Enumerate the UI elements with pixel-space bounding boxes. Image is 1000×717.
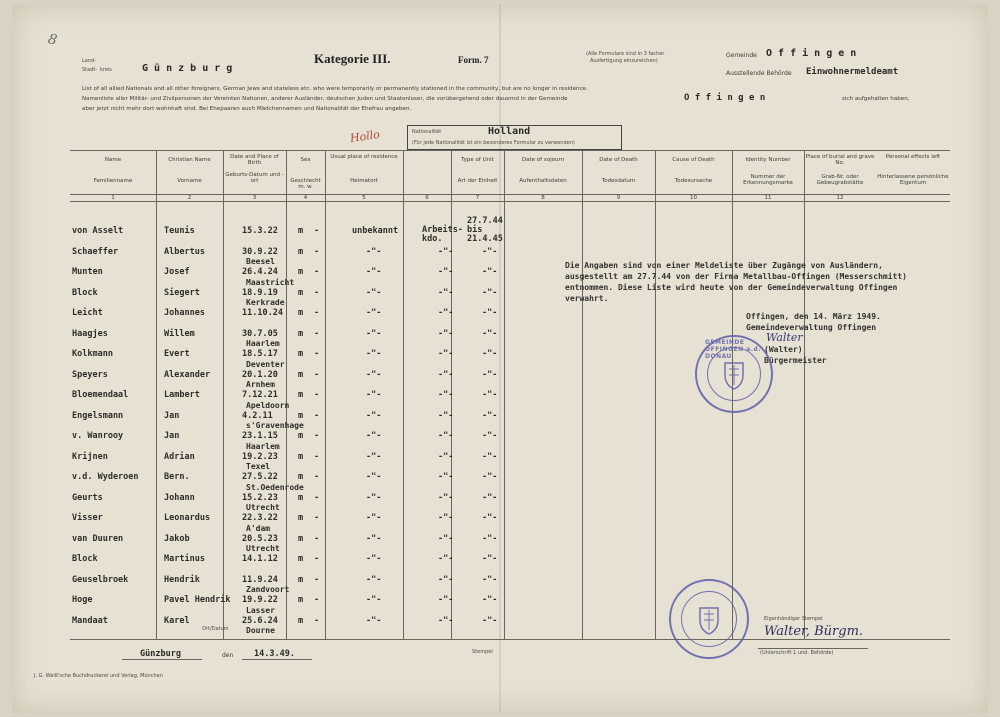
cell-name: Block	[72, 287, 98, 298]
cell-birth: 19.9.22	[242, 595, 278, 605]
col-line	[582, 150, 583, 639]
cell-residence: unbekannt	[352, 226, 399, 236]
table-row	[12, 544, 572, 574]
cell-sex: m	[298, 226, 304, 236]
cell-sojourn: -"-	[482, 328, 498, 339]
cell-residence: -"-	[366, 595, 382, 605]
cell-unit: -"-	[438, 349, 454, 359]
table-number-bottom	[70, 201, 950, 202]
cell-first: Jan	[164, 410, 180, 421]
cell-name: Mandaat	[72, 615, 108, 626]
cell-unit: -"-	[438, 533, 454, 544]
col-number: 11	[764, 195, 772, 201]
cell-birthplace: Zandvoort	[246, 585, 290, 594]
cell-birth: 20.5.23	[242, 533, 278, 544]
col-header-en: Identity Number	[745, 157, 791, 163]
stamp-crest-icon	[671, 581, 747, 657]
cell-birth: 27.5.22	[242, 472, 278, 482]
nationality-value: Holland	[488, 126, 531, 137]
intro-english: List of all allied Nationals and all other foreigners, German Jews and stateless etc. who were temporarily or permanently stationed in the community, but are no longer in residence.	[82, 86, 588, 92]
cell-birth: 20.1.20	[242, 369, 278, 380]
cell-dash: -	[314, 410, 320, 421]
cell-residence: -"-	[366, 574, 382, 585]
cell-name: von Asselt	[72, 226, 124, 236]
cell-sex: m	[298, 513, 304, 523]
cell-name: Munten	[72, 267, 103, 277]
office-name: Gemeindeverwaltung Offingen	[746, 323, 877, 332]
cell-name: Visser	[72, 513, 103, 523]
cell-birthplace: Lasser	[246, 605, 275, 615]
cell-birthplace: St.Oedenrode	[246, 482, 304, 492]
cell-dash: -	[314, 226, 320, 236]
table-row	[12, 523, 572, 554]
cell-birthplace: Apeldoorn	[246, 400, 290, 410]
cell-first: Alexander	[164, 369, 211, 380]
kreis-value: G ü n z b u r g	[142, 63, 233, 74]
cell-residence: -"-	[366, 349, 382, 359]
table-row	[12, 277, 572, 308]
col-number: 3	[252, 195, 257, 201]
col-number: 12	[836, 195, 844, 201]
col-header-en: Name	[104, 157, 122, 163]
cell-first: Josef	[164, 267, 190, 277]
cell-dash: -	[314, 472, 320, 482]
cell-name: van Duuren	[72, 533, 124, 544]
col-header-de: Grab-Nr. oder Gebeugrabstätte	[816, 174, 864, 186]
cell-residence: -"-	[366, 267, 382, 277]
cell-first: Adrian	[164, 451, 195, 462]
intro-german-3: aber jetzt nicht mehr dort wohnhaft sind. Bei Ehepaaren auch Mädchennamen und Nationalität der Ehefrau angeben.	[82, 106, 412, 112]
table-row	[12, 585, 572, 615]
cell-dash: -	[314, 349, 320, 359]
cell-dash: -	[314, 513, 320, 523]
gemeinde-label: Gemeinde	[726, 52, 757, 59]
cell-unit: -"-	[438, 513, 454, 523]
cell-sojourn: -"-	[482, 267, 498, 277]
page-title: Kategorie III.	[314, 51, 391, 66]
cell-dash: -	[314, 267, 320, 277]
cell-name: Schaeffer	[72, 246, 119, 257]
footer-sig-label-2: (Unterschrift 1 und. Behörde)	[760, 650, 834, 656]
cell-birthplace: Deventer	[246, 359, 285, 369]
cell-sojourn: -"-	[482, 472, 498, 482]
cell-birthplace: A'dam	[246, 523, 271, 533]
cell-residence: -"-	[366, 472, 382, 482]
cell-unit: -"-	[438, 369, 454, 380]
cell-sojourn: -"-	[482, 246, 498, 257]
cell-unit: -"-	[438, 554, 454, 564]
cell-residence: -"-	[366, 492, 382, 503]
cell-sex: m	[298, 574, 304, 585]
red-pencil-note: Hollo	[349, 127, 381, 146]
col-number: 1	[111, 195, 115, 201]
col-header-en: Place of burial and grave No.	[805, 154, 875, 166]
col-header-de: Todesursache	[674, 178, 713, 184]
cell-sojourn: -"-	[482, 431, 498, 441]
col-header-de: Art der Einheit	[457, 178, 498, 184]
behoerde-value: Einwohnermeldeamt	[806, 67, 899, 77]
cell-first: Hendrik	[164, 574, 200, 585]
cell-unit: Arbeits-kdo.	[422, 225, 463, 244]
printer-imprint: J. G. Weiß'sche Buchdruckerei und Verlag, München	[34, 673, 163, 679]
cell-dash: -	[314, 554, 320, 564]
col-number: 4	[303, 195, 308, 201]
cell-unit: -"-	[438, 287, 454, 298]
cell-sex: m	[298, 533, 304, 544]
cell-birth: 30.7.05	[242, 328, 278, 339]
cell-unit: -"-	[438, 390, 454, 400]
cell-birthplace: Maastricht	[246, 277, 295, 287]
cell-dash: -	[314, 287, 320, 298]
cell-unit: -"-	[438, 595, 454, 605]
table-top-line	[70, 150, 950, 151]
table-row	[12, 298, 572, 328]
cell-birth: 15.3.22	[242, 226, 278, 236]
form-note-1: (Alle Formulare sind in 3 facher	[586, 51, 665, 57]
intro-german-place: O f f i n g e n	[684, 93, 766, 103]
col-header-de: Hinterlassene persönliche Eigentum	[877, 174, 949, 186]
cell-first: Johann	[164, 492, 195, 503]
cell-birth: 7.12.21	[242, 390, 278, 400]
stadt-label: Stadt-	[82, 67, 98, 73]
cell-birthplace: Kerkrade	[246, 298, 285, 307]
cell-dash: -	[314, 451, 320, 462]
col-header-de: Heimatort	[350, 178, 378, 184]
cell-residence: -"-	[366, 554, 382, 564]
col-number: 8	[541, 195, 545, 201]
intro-german-1: Namenliste aller Militär- und Zivilpersonen der Vereinten Nationen, anderer Ausländer, deutschen Juden und Staatenloser, die vorübergehend oder dauernd in der Gemeinde	[82, 96, 568, 102]
cell-unit: -"-	[438, 615, 454, 626]
footer-place: Günzburg	[140, 649, 181, 659]
cell-residence: -"-	[366, 431, 382, 441]
table-row	[12, 441, 572, 472]
form-number: Form. 7	[458, 55, 489, 65]
cell-name: Engelsmann	[72, 410, 124, 421]
table-row	[12, 329, 572, 349]
cell-residence: -"-	[366, 369, 382, 380]
cell-first: Teunis	[164, 226, 195, 236]
cell-name: Krijnen	[72, 451, 108, 462]
cell-name: Speyers	[72, 369, 108, 380]
cell-name: Haagjes	[72, 328, 108, 339]
municipal-stamp-2	[669, 579, 749, 659]
cell-birth: 11.10.24	[242, 308, 283, 318]
footer-ort-label: Ort/Datum	[202, 626, 229, 632]
col-header-en: Christian Name	[168, 157, 211, 163]
cell-sojourn: -"-	[482, 492, 498, 503]
cell-first: Jan	[164, 431, 180, 441]
cell-first: Albertus	[164, 246, 205, 257]
cell-sojourn: -"-	[482, 390, 498, 400]
cell-sex: m	[298, 451, 304, 462]
cell-name: Block	[72, 554, 98, 564]
cell-unit: -"-	[438, 451, 454, 462]
cell-sojourn: -"-	[482, 533, 498, 544]
signer-name: (Walter)	[764, 345, 803, 354]
footer-place-line	[122, 659, 202, 660]
cell-first: Jakob	[164, 533, 190, 544]
table-row	[12, 421, 572, 451]
cell-sojourn: -"-	[482, 308, 498, 318]
col-number: 5	[362, 195, 366, 201]
nationality-note: (Für jede Nationalität ist ein besonderes Formular zu verwenden)	[412, 140, 575, 146]
cell-sojourn: -"-	[482, 574, 498, 585]
cell-sex: m	[298, 410, 304, 421]
cell-unit: -"-	[438, 410, 454, 421]
footer-stempel-label: Stempel	[472, 649, 493, 655]
cell-sojourn: -"-	[482, 287, 498, 298]
cell-birth: 14.1.12	[242, 554, 278, 564]
cell-dash: -	[314, 533, 320, 544]
gemeinde-value: O f f i n g e n	[766, 48, 857, 59]
col-header-en: Personal effects left	[885, 154, 941, 160]
footer-den: den	[222, 652, 234, 659]
table-row	[12, 575, 572, 595]
cell-sex: m	[298, 554, 304, 564]
cell-unit: -"-	[438, 246, 454, 257]
cell-birth: 25.6.24	[242, 615, 278, 626]
cell-sex: m	[298, 287, 304, 298]
cell-name: Bloemendaal	[72, 390, 129, 400]
form-note-2: Ausfertigung einzureichen)	[590, 58, 658, 64]
cell-sojourn: -"-	[482, 349, 498, 359]
cell-birth: 23.1.15	[242, 431, 278, 441]
cell-birthplace: Texel	[246, 462, 271, 471]
cell-birthplace: Haarlem	[246, 339, 280, 348]
col-header-en: Date of Death	[599, 157, 638, 163]
footer-sig-label-1: Eigenhändiger Stempel	[764, 616, 823, 622]
cell-first: Leonardus	[164, 513, 211, 523]
stamp-text: GEMEINDE OFFINGEN a.d. DONAU	[705, 339, 762, 360]
cell-first: Pavel Hendrik	[164, 595, 231, 605]
cell-first: Lambert	[164, 390, 200, 400]
cell-residence: -"-	[366, 308, 382, 318]
cell-dash: -	[314, 246, 320, 257]
col-header-de: Geburts-Datum und -ort	[225, 172, 284, 184]
cell-name: Hoge	[72, 595, 93, 605]
cell-unit: -"-	[438, 267, 454, 277]
col-header-en: Usual place of residence	[330, 154, 398, 160]
cell-residence: -"-	[366, 328, 382, 339]
nationality-box	[407, 125, 622, 150]
cell-unit: -"-	[438, 328, 454, 339]
col-header-de: Familienname	[93, 178, 133, 184]
cell-first: Johannes	[164, 308, 205, 318]
cell-birth: 15.2.23	[242, 492, 278, 503]
cell-sex: m	[298, 349, 304, 359]
cell-sex: m	[298, 615, 304, 626]
cell-residence: -"-	[366, 246, 382, 257]
land-label: Land-	[82, 58, 96, 64]
cell-sex: m	[298, 267, 304, 277]
col-number: 10	[690, 195, 697, 201]
cell-dash: -	[314, 431, 320, 441]
cell-dash: -	[314, 574, 320, 585]
table-row	[12, 247, 572, 267]
cell-sex: m	[298, 328, 304, 339]
col-header-de: Vorname	[177, 178, 202, 184]
explanatory-note: Die Angaben sind von einer Meldeliste über Zugänge von Ausländern, ausgestellt am 27.7.44 von der Firma Metallbau-Offingen (Messerschmitt) entnommen. Diese Liste wird heute von der Gemeindeverwaltung Offingen verwahrt.	[565, 261, 907, 303]
cell-birth: 11.9.24	[242, 574, 278, 585]
cell-residence: -"-	[366, 615, 382, 626]
col-header-de: Aufenthaltsdaten	[519, 178, 567, 184]
cell-birthplace: Haarlem	[246, 441, 280, 451]
cell-sojourn: -"-	[482, 410, 498, 421]
pencil-mark: 8	[46, 31, 59, 49]
col-number: 7	[475, 195, 480, 201]
behoerde-label: Ausstellende Behörde	[726, 70, 792, 77]
col-header-en: Sex	[300, 157, 311, 163]
kreis-label: kreis	[100, 67, 112, 73]
cell-residence: -"-	[366, 410, 382, 421]
cell-sojourn: -"-	[482, 554, 498, 564]
col-line	[804, 150, 805, 639]
cell-birthplace: Arnhem	[246, 380, 275, 389]
col-header-de: Todesdatum	[601, 178, 636, 184]
cell-first: Bern.	[164, 472, 190, 482]
cell-sex: m	[298, 595, 304, 605]
cell-dash: -	[314, 308, 320, 318]
cell-birthplace: Utrecht	[246, 503, 280, 512]
cell-sojourn: -"-	[482, 451, 498, 462]
col-line	[655, 150, 656, 639]
cell-unit: -"-	[438, 472, 454, 482]
cell-residence: -"-	[366, 287, 382, 298]
cell-birthplace: Utrecht	[246, 544, 280, 553]
table-row	[12, 216, 572, 246]
signer-title: Bürgermeister	[764, 356, 827, 365]
cell-birth: 4.2.11	[242, 410, 273, 421]
table-row	[12, 503, 572, 533]
cell-unit: -"-	[438, 492, 454, 503]
footer-date: 14.3.49.	[254, 649, 295, 659]
municipal-stamp	[695, 335, 773, 413]
col-header-en: Date and Place of Birth	[230, 154, 279, 166]
cell-sex: m	[298, 246, 304, 257]
cell-dash: -	[314, 615, 320, 626]
cell-residence: -"-	[366, 451, 382, 462]
cell-first: Willem	[164, 328, 195, 339]
cell-dash: -	[314, 390, 320, 400]
cell-first: Siegert	[164, 287, 200, 298]
cell-sojourn: -"-	[482, 369, 498, 380]
cell-sex: m	[298, 431, 304, 441]
col-header-de: Geschlecht m. w.	[290, 178, 321, 190]
cell-residence: -"-	[366, 513, 382, 523]
cell-birth: 26.4.24	[242, 267, 278, 277]
cell-dash: -	[314, 369, 320, 380]
cell-name: v.d. Wyderoen	[72, 472, 139, 482]
footer-sig-line	[758, 648, 868, 649]
table-row	[12, 339, 572, 369]
cell-sex: m	[298, 308, 304, 318]
col-number: 2	[187, 195, 192, 201]
table-row	[12, 605, 572, 636]
cell-birth: 22.3.22	[242, 513, 278, 523]
cell-dash: -	[314, 595, 320, 605]
col-number: 9	[616, 195, 621, 201]
col-header-en: Cause of Death	[672, 157, 715, 163]
cell-unit: -"-	[438, 431, 454, 441]
col-header-en: Type of Unit	[461, 157, 494, 163]
table-row	[12, 359, 572, 390]
cell-first: Evert	[164, 349, 190, 359]
cell-name: v. Wanrooy	[72, 431, 124, 441]
cell-first: Karel	[164, 615, 190, 626]
cell-unit: -"-	[438, 308, 454, 318]
table-bottom-line	[70, 639, 950, 640]
cell-birthplace: s'Gravenhage	[246, 421, 304, 430]
cell-birth: 30.9.22	[242, 246, 278, 257]
place-date: Offingen, den 14. März 1949.	[746, 312, 881, 321]
cell-sex: m	[298, 472, 304, 482]
cell-birth: 18.9.19	[242, 287, 278, 298]
cell-sex: m	[298, 390, 304, 400]
cell-birth: 18.5.17	[242, 349, 278, 359]
cell-residence: -"-	[366, 390, 382, 400]
col-header-de: Nummer der Erkennungsmarke	[743, 174, 793, 186]
handwritten-signature: Walter	[766, 331, 803, 344]
col-number: 6	[425, 195, 429, 201]
nationality-label: Nationalität	[412, 129, 442, 135]
footer-date-line	[242, 659, 312, 660]
cell-sex: m	[298, 492, 304, 503]
cell-sojourn: -"-	[482, 615, 498, 626]
cell-dash: -	[314, 492, 320, 503]
intro-german-2: sich aufgehalten haben,	[842, 96, 910, 102]
cell-first: Martinus	[164, 554, 205, 564]
cell-dash: -	[314, 328, 320, 339]
footer-handwritten-signature: Walter, Bürgm.	[764, 624, 864, 639]
cell-residence: -"-	[366, 533, 382, 544]
cell-sojourn: -"-	[482, 595, 498, 605]
cell-birthplace: Beesel	[246, 257, 275, 266]
cell-birthplace-below: Dourne	[246, 625, 275, 635]
table-row	[12, 380, 572, 410]
cell-name: Kolkmann	[72, 349, 113, 359]
cell-birth: 19.2.23	[242, 451, 278, 462]
table-row	[12, 482, 572, 513]
cell-name: Geuselbroek	[72, 574, 129, 585]
col-header-en: Date of sojourn	[521, 157, 565, 163]
cell-unit: -"-	[438, 574, 454, 585]
cell-sex: m	[298, 369, 304, 380]
cell-sojourn: 27.7.44 bis 21.4.45	[467, 216, 503, 244]
document-sheet	[12, 4, 988, 713]
cell-name: Leicht	[72, 308, 103, 318]
cell-sojourn: -"-	[482, 513, 498, 523]
cell-name: Geurts	[72, 492, 103, 503]
